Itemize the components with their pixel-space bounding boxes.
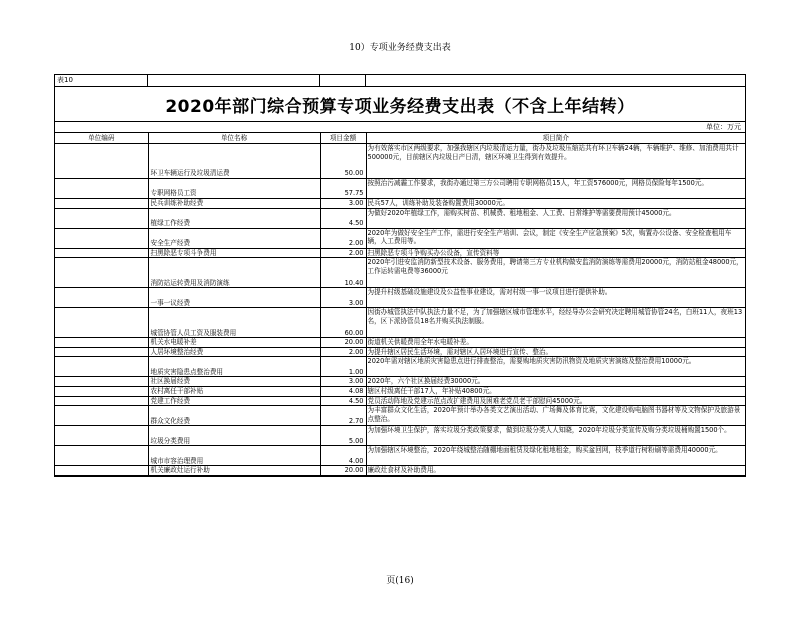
table-tag-row bbox=[55, 75, 745, 87]
cell-amount: 20.00 bbox=[320, 466, 366, 476]
cell-description: 街道机关供暖费用全年水电暖补差。 bbox=[366, 338, 745, 348]
cell-description: 为加强辖区环境整治，2020年绕城整治随棚地面租赁及绿化租地租金，购买盆回网，枝季道行树粉刷等需费用40000元。 bbox=[366, 446, 745, 466]
cell-amount: 2.00 bbox=[320, 248, 366, 258]
table-row bbox=[55, 347, 745, 357]
table-row bbox=[55, 357, 745, 377]
cell-project-name: 地质灾害隐患点整治费用 bbox=[148, 357, 320, 377]
cell-code bbox=[55, 258, 148, 288]
cell-amount: 3.00 bbox=[320, 377, 366, 387]
cell-code bbox=[55, 347, 148, 357]
cell-project-name: 人居环境整治经费 bbox=[148, 347, 320, 357]
cell-amount: 60.00 bbox=[320, 308, 366, 338]
cell-project-name: 机关水电暖补差 bbox=[148, 338, 320, 348]
table-tag: 表10 bbox=[55, 75, 148, 86]
cell-amount: 1.00 bbox=[320, 357, 366, 377]
table-row bbox=[55, 406, 745, 426]
cell-project-name: 环卫车辆运行及垃圾清运费 bbox=[148, 144, 320, 179]
cell-description: 2020年引进安监消防新型技术设备、服务费用，聘请第三方专业机构做安监消防演练等需费用20000元，消防站租金48000元，工作运转需电费等36000元 bbox=[366, 258, 745, 288]
table-row bbox=[55, 179, 745, 199]
cell-code bbox=[55, 288, 148, 308]
cell-code bbox=[55, 386, 148, 396]
cell-code bbox=[55, 406, 148, 426]
cell-code bbox=[55, 228, 148, 248]
cell-project-name: 农村离任干部补贴 bbox=[148, 386, 320, 396]
table-row bbox=[55, 208, 745, 228]
cell-project-name: 一事一议经费 bbox=[148, 288, 320, 308]
page-header: 10）专项业务经费支出表 bbox=[349, 43, 451, 53]
cell-description: 辖区村级离任干部17人，年补贴40800元。 bbox=[366, 386, 745, 396]
cell-project-name: 专职网格员工资 bbox=[148, 179, 320, 199]
cell-code bbox=[55, 466, 148, 476]
cell-amount: 3.00 bbox=[320, 288, 366, 308]
cell-code bbox=[55, 144, 148, 179]
cell-project-name: 扫黑除恶专项斗争费用 bbox=[148, 248, 320, 258]
table-row bbox=[55, 396, 745, 406]
column-header-code: 单位编码 bbox=[55, 133, 148, 144]
cell-description: 为丰富群众文化生活，2020年预计举办各类文艺演出活动、广场舞及体育比赛，文化建设购电脑图书器材等及文物保护及旅游景点整治。 bbox=[366, 406, 745, 426]
cell-description: 2020年需对辖区地质灾害隐患点进行排查整治，需要购地质灾害防汛物资及地质灾害演练及整治费用10000元。 bbox=[366, 357, 745, 377]
cell-project-name: 群众文化经费 bbox=[148, 406, 320, 426]
cell-amount: 57.75 bbox=[320, 179, 366, 199]
cell-project-name: 城市市容治理费用 bbox=[148, 446, 320, 466]
cell-amount: 10.40 bbox=[320, 258, 366, 288]
cell-description: 2020年为做好安全生产工作，需进行安全生产培训、会议，制定《安全生产应急预案》5次，购置办公设备、安全检查租用车辆，人工费用等。 bbox=[366, 228, 745, 248]
cell-description: 民兵57人，训练补助及装备购置费用30000元。 bbox=[366, 199, 745, 209]
table-row bbox=[55, 446, 745, 466]
cell-code bbox=[55, 338, 148, 348]
expense-table bbox=[55, 133, 745, 476]
table-header-row bbox=[55, 133, 745, 144]
table-row bbox=[55, 248, 745, 258]
table-row bbox=[55, 338, 745, 348]
cell-code bbox=[55, 248, 148, 258]
cell-project-name: 植绿工作经费 bbox=[148, 208, 320, 228]
cell-code bbox=[55, 179, 148, 199]
table-row bbox=[55, 466, 745, 476]
cell-code bbox=[55, 446, 148, 466]
table-body bbox=[55, 144, 745, 476]
cell-description: 为做好2020年植绿工作，需购买树苗、机械费、租地租金、人工费、日常维护等需要费用预计45000元。 bbox=[366, 208, 745, 228]
cell-amount: 5.00 bbox=[320, 426, 366, 446]
cell-description: 因街办城管执法中队执法力量不足，为了加强辖区城市管理水平，经经导办公会研究决定聘用城管协管24名，白班11人，夜班13名，区下派协管员18名并购买执法制服。 bbox=[366, 308, 745, 338]
unit-label: 单位：万元 bbox=[55, 122, 745, 133]
cell-amount: 2.70 bbox=[320, 406, 366, 426]
cell-code bbox=[55, 396, 148, 406]
cell-description: 按照治污减霾工作要求，我街办通过第三方公司聘用专职网格员15人，年工资576000元，网格员保险每年1500元。 bbox=[366, 179, 745, 199]
table-row bbox=[55, 258, 745, 288]
cell-code bbox=[55, 308, 148, 338]
cell-code bbox=[55, 426, 148, 446]
cell-amount: 4.00 bbox=[320, 446, 366, 466]
cell-description: 为提升辖区居民生活环境，需对辖区人居环境进行宣传、整治。 bbox=[366, 347, 745, 357]
cell-code bbox=[55, 357, 148, 377]
cell-project-name: 民兵训练补助经费 bbox=[148, 199, 320, 209]
cell-description: 为加强环境卫生保护，落实垃圾分类政策要求，做到垃圾分类人人知晓，2020年垃圾分类宣传及购分类垃圾桶购置1500个。 bbox=[366, 426, 745, 446]
cell-description: 为提升村级基础设施建设及公益性事业建设，需对村级一事一议项目进行提供补助。 bbox=[366, 288, 745, 308]
column-header-name: 单位名称 bbox=[148, 133, 320, 144]
table-row bbox=[55, 386, 745, 396]
cell-project-name: 消防站运转费用及消防演练 bbox=[148, 258, 320, 288]
cell-description: 扫黑除恶专项斗争购买办公设备，宣传资料等 bbox=[366, 248, 745, 258]
cell-amount: 4.50 bbox=[320, 208, 366, 228]
cell-amount: 2.00 bbox=[320, 347, 366, 357]
table-title: 2020年部门综合预算专项业务经费支出表（不含上年结转） bbox=[55, 87, 745, 122]
cell-amount: 50.00 bbox=[320, 144, 366, 179]
cell-code bbox=[55, 199, 148, 209]
column-header-amount: 项目金额 bbox=[320, 133, 366, 144]
expense-sheet bbox=[54, 74, 746, 477]
cell-project-name: 社区换届经费 bbox=[148, 377, 320, 387]
table-row bbox=[55, 377, 745, 387]
cell-code bbox=[55, 208, 148, 228]
cell-amount: 2.00 bbox=[320, 228, 366, 248]
table-row bbox=[55, 144, 745, 179]
table-row bbox=[55, 426, 745, 446]
cell-project-name: 城管协管人员工资及服装费用 bbox=[148, 308, 320, 338]
table-row bbox=[55, 308, 745, 338]
cell-amount: 20.00 bbox=[320, 338, 366, 348]
cell-project-name: 安全生产经费 bbox=[148, 228, 320, 248]
cell-code bbox=[55, 377, 148, 387]
cell-project-name: 机关廉政灶运行补助 bbox=[148, 466, 320, 476]
column-header-desc: 项目简介 bbox=[366, 133, 745, 144]
cell-description: 为有效落实市区两级要求，加强我辖区内垃圾清运力量，街办及垃圾压缩站共有环卫车辆24辆，车辆维护、维修、加油费用共计500000元，目前辖区内垃圾日产日清，辖区环境卫生得到有效提升。 bbox=[366, 144, 745, 179]
table-row bbox=[55, 228, 745, 248]
cell-description: 党员活动阵地及党建示范点改扩建费用及困难老党员老干部慰问45000元。 bbox=[366, 396, 745, 406]
cell-amount: 3.00 bbox=[320, 199, 366, 209]
cell-description: 2020年，六个社区换届经费30000元。 bbox=[366, 377, 745, 387]
cell-amount: 4.50 bbox=[320, 396, 366, 406]
cell-project-name: 垃圾分类费用 bbox=[148, 426, 320, 446]
table-row bbox=[55, 199, 745, 209]
table-row bbox=[55, 288, 745, 308]
cell-project-name: 党建工作经费 bbox=[148, 396, 320, 406]
page-footer: 页(16) bbox=[386, 576, 414, 586]
cell-amount: 4.08 bbox=[320, 386, 366, 396]
cell-description: 廉政灶食材及补助费用。 bbox=[366, 466, 745, 476]
